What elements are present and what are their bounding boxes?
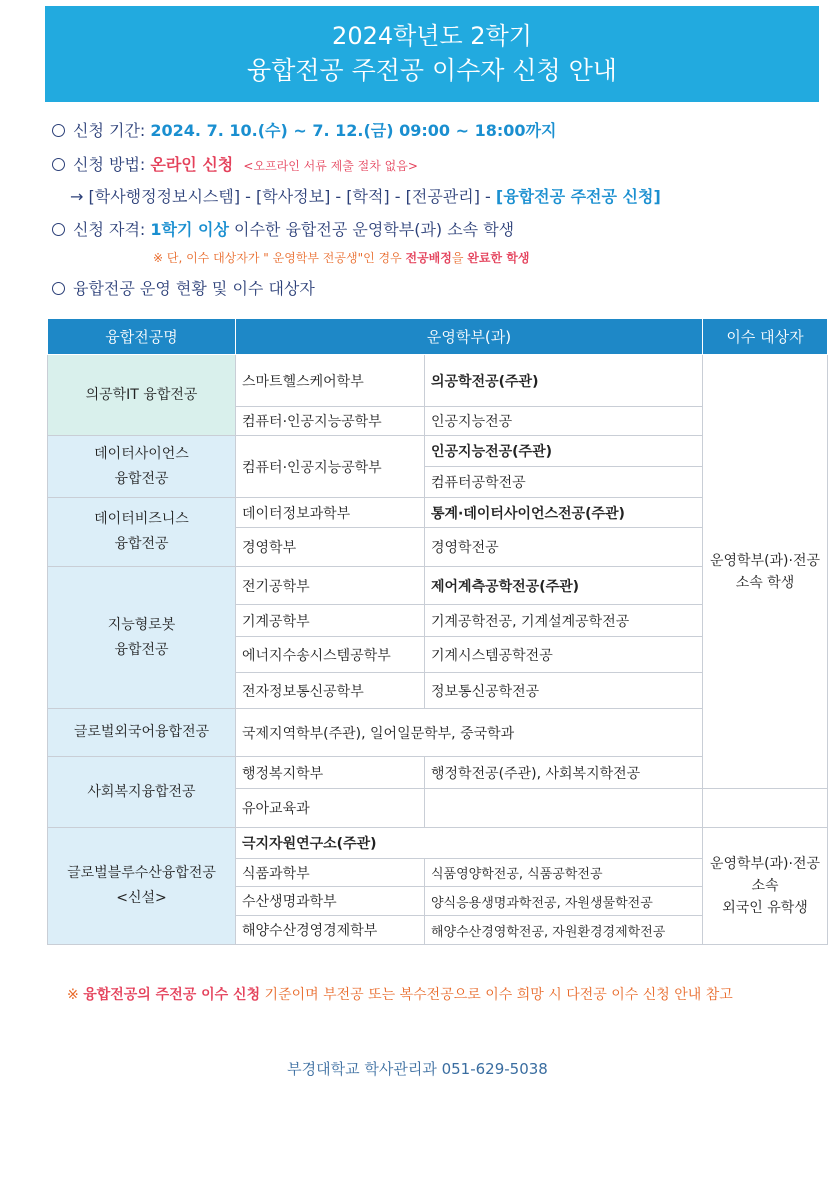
circle-bullet-icon	[52, 223, 65, 236]
major-name-cell	[48, 567, 236, 709]
target-line: 외국인 유학생	[722, 900, 808, 916]
qualification-note	[153, 249, 529, 266]
title-banner	[45, 6, 819, 102]
major-cell: 양식응용생명과학전공, 자원생물학전공	[425, 887, 703, 916]
major-cell: 제어계측공학전공(주관)	[425, 567, 703, 605]
note-mid: 을	[451, 251, 468, 265]
qualification-value: 1학기 이상	[150, 220, 229, 239]
major-cell: 컴퓨터공학전공	[425, 467, 703, 498]
dept-cell	[236, 709, 703, 757]
system-path	[70, 184, 661, 207]
target-line: 운영학부(과)·전공	[709, 856, 821, 872]
dept-cell: 전자정보통신공학부	[236, 673, 425, 709]
period-value: 2024. 7. 10.(수) ~ 7. 12.(금) 09:00 ~ 18:00까지	[150, 121, 557, 140]
qualification-line	[52, 220, 514, 240]
dept-cell: 컴퓨터·인공지능공학부	[236, 407, 425, 436]
header-department: 운영학부(과)	[236, 319, 703, 355]
target-cell	[703, 355, 828, 789]
major-name-cell	[48, 828, 236, 945]
dept-cell: 에너지수송시스템공학부	[236, 637, 425, 673]
header-major-name: 융합전공명	[48, 319, 236, 355]
major-name-line: 글로벌블루수산융합전공	[67, 865, 216, 881]
table-header-row	[48, 319, 828, 355]
major-name-line: 데이터비즈니스	[94, 511, 189, 527]
period-label: 신청 기간:	[73, 121, 151, 140]
major-cell: 의공학전공(주관)	[425, 355, 703, 407]
dept-rest: , 일어일문학부, 중국학과	[361, 725, 515, 742]
status-heading-text: 융합전공 운영 현황 및 이수 대상자	[73, 279, 315, 298]
major-cell	[425, 757, 703, 789]
major-name-cell: 의공학IT 융합전공	[48, 355, 236, 436]
dept-cell: 데이터정보과학부	[236, 498, 425, 528]
major-cell: 인공지능전공	[425, 407, 703, 436]
dept-cell: 수산생명과학부	[236, 887, 425, 916]
dept-cell: 컴퓨터·인공지능공학부	[236, 436, 425, 498]
major-cell: 기계공학전공, 기계설계공학전공	[425, 605, 703, 637]
major-cell: 해양수산경영학전공, 자원환경경제학전공	[425, 916, 703, 945]
header-target: 이수 대상자	[703, 319, 828, 355]
circle-bullet-icon	[52, 158, 65, 171]
dept-cell: 극지자원연구소(주관)	[236, 828, 703, 859]
dept-cell: 해양수산경영경제학부	[236, 916, 425, 945]
qualification-rest: 이수한 융합전공 운영학부(과) 소속 학생	[228, 220, 515, 239]
major-name-cell	[48, 498, 236, 567]
major-cell: 경영학전공	[425, 528, 703, 567]
major-name-line: 지능형로봇	[107, 616, 176, 633]
qualification-label: 신청 자격:	[73, 220, 151, 239]
circle-bullet-icon	[52, 124, 65, 137]
dept-cell: 행정복지학부	[236, 757, 425, 789]
major-cell: 정보통신공학전공	[425, 673, 703, 709]
dept-cell: 식품과학부	[236, 859, 425, 887]
period-line	[52, 121, 556, 141]
circle-bullet-icon	[52, 282, 65, 295]
status-heading	[52, 279, 315, 299]
major-cell: 통계·데이터사이언스전공(주관)	[425, 498, 703, 528]
major-cell-empty	[425, 789, 703, 828]
major-name-line: 융합전공	[114, 470, 169, 487]
major-name-cell	[48, 436, 236, 498]
major-rest: 사회복지학전공	[541, 765, 641, 782]
major-cell: 기계시스템공학전공	[425, 637, 703, 673]
major-name-line: 융합전공	[114, 641, 169, 658]
major-cell: 식품영양학전공, 식품공학전공	[425, 859, 703, 887]
path-last: [융합전공 주전공 신청]	[495, 187, 661, 206]
table-row	[48, 355, 828, 407]
major-table	[47, 318, 828, 945]
method-value: 온라인 신청	[150, 155, 234, 174]
major-name-line: 융합전공	[114, 536, 169, 552]
banner-title-line1: 2024학년도 2학기	[332, 22, 532, 50]
note-bold1: 전공배정	[405, 251, 452, 265]
footer-contact: 부경대학교 학사관리과 051-629-5038	[287, 1060, 548, 1078]
bottom-note	[67, 984, 733, 1004]
banner-title-line2: 융합전공 주전공 이수자 신청 안내	[247, 56, 617, 85]
bottom-note-bold: 융합전공의 주전공 이수 신청	[83, 987, 261, 1003]
method-line	[52, 155, 418, 176]
dept-bold: 국제지역학부(주관)	[242, 725, 362, 742]
major-name-line: <신설>	[116, 890, 167, 906]
dept-cell: 스마트헬스케어학부	[236, 355, 425, 407]
table-row	[48, 828, 828, 859]
dept-cell: 유아교육과	[236, 789, 425, 828]
target-cell	[703, 828, 828, 945]
major-name-line: 데이터사이언스	[94, 445, 189, 462]
target-cell-empty	[703, 789, 828, 828]
major-name-cell: 사회복지융합전공	[48, 757, 236, 828]
dept-cell: 경영학부	[236, 528, 425, 567]
major-cell: 인공지능전공(주관)	[425, 436, 703, 467]
method-label: 신청 방법:	[73, 155, 151, 174]
dept-cell: 전기공학부	[236, 567, 425, 605]
path-prefix: → [학사행정정보시스템] - [학사정보] - [학적] - [전공관리] -	[70, 187, 496, 206]
dept-cell: 기계공학부	[236, 605, 425, 637]
bottom-note-prefix: ※	[67, 987, 84, 1003]
target-line: 소속	[751, 878, 779, 894]
target-line: 운영학부(과)·전공	[709, 552, 821, 569]
note-bold2: 완료한 학생	[467, 251, 530, 265]
major-bold: 행정학전공(주관),	[431, 765, 542, 782]
bottom-note-rest: 기준이며 부전공 또는 복수전공으로 이수 희망 시 다전공 이수 신청 안내 참고	[260, 987, 733, 1003]
major-name-cell: 글로벌외국어융합전공	[48, 709, 236, 757]
target-line: 소속 학생	[735, 574, 795, 591]
note-prefix: ※ 단, 이수 대상자가 " 운영학부 전공생"인 경우	[153, 251, 406, 265]
method-note: <오프라인 서류 제출 절차 없음>	[243, 159, 418, 173]
